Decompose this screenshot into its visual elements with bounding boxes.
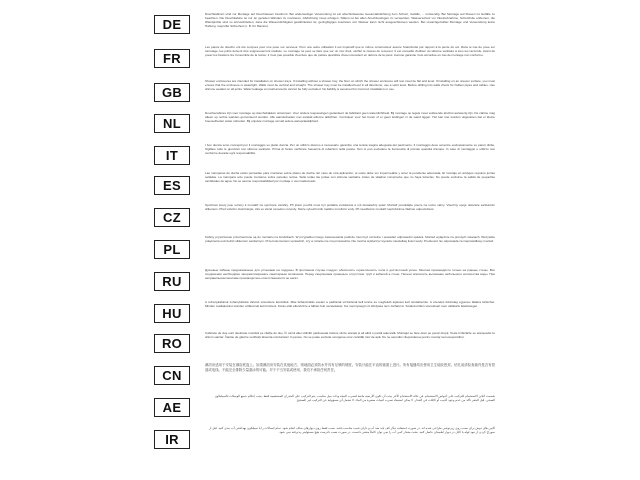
language-badge-gb: GB: [154, 83, 190, 102]
language-text-ru: Душевые кабины предназначены для установки на поддоны. В противном случае следует обеспечить герметичность пола и достаточный уклон. Монтаж производится только на ровные стены. Все соединения необходимо загерметизировать санитарным силиконом. Перед сверлением проверьте отсутствие труб и кабелей в стене. Нельзя исключить вытекание небольшого количества воды. При неправильном монтаже производитель ответственности не несёт.: [205, 268, 495, 281]
language-badge-cz: CZ: [154, 208, 190, 227]
language-badge-hu: HU: [154, 304, 190, 323]
language-text-it: I box doccia sono concepiti per il montaggio su piatto doccia. Per un utilizzo diverso è necessario garantire una tenuta stagna adeguata del pavimento. Il montaggio deve avvenire esclusivamente su pareti diritte. Sigillare tutte le giunzioni con silicone sanitario. Prima di forare verificare l'assenza di tubazioni nella parete. Non si può escludere la fuoriuscita di piccole quantità d'acqua. In caso di montaggio o utilizzo non conforme decade ogni responsabilità.: [205, 143, 495, 156]
language-text-gb: Shower enclosures are intended for installation on shower trays. If installing without a shower tray, the floor on which the shower enclosure will rest must be flat and level. If installing on an uneven surface, you must ensure that the enclosure is watertight. Walls must be vertical and straight. The shower tray must be installed level in all directions; use a spirit level. Before drilling into walls check for hidden pipes and cables. Use silicone sealant on all joints. Water leakage at small amounts cannot be fully excluded. No liability is assumed for incorrect installation or use.: [205, 79, 495, 92]
language-badge-pl: PL: [154, 240, 190, 259]
language-badge-fr: FR: [154, 49, 190, 68]
language-badge-ir: IR: [154, 430, 190, 449]
language-badge-nl: NL: [154, 114, 190, 133]
language-badge-ro: RO: [154, 334, 190, 353]
language-text-cz: Sprchové kouty jsou určeny k montáži na sprchové vaničky. Při jiném použití musí být podlaha vodotěsná a mít dostatečný spád. Montáž provádějte pouze na rovné stěny. Všechny spoje utěsněte sanitárním silikonem. Před vrtáním zkontrolujte, zda ve stěně nevedou rozvody. Nelze vyloučit únik malého množství vody. Při neodborné montáži nepřebíráme žádnou odpovědnost.: [205, 203, 495, 212]
language-text-de: Duschkabinen sind zur Montage auf Duschtassen bestimmt. Bei anderweitiger Verwendung ist ein abschnittsweise Gesamtabdichtung zum Schutz, Gefälle, ... notwendig. Bei Montage auf Fliesen ist Gefälle zu beachten. Die Duschkabine ist nur an geraden Wänden zu montieren, Abdichtung muss erfolgen, Silikon ist bei allen Anschlussfugen zu verwenden. Wasserschutz vor Inbetriebnahme, Schutzfolie entfernen, die Wandprofile sind so anzuschließen, dass die Wasserdichtigkeit gewährleistet ist; geringfügiges Austreten von Wasser kann nicht ausgeschlossen werden. Bei unsachgemäßer Montage und Verwendung keine Haftung. Geprüfte Sicherheit (z. B. für Mantos).: [205, 12, 495, 29]
language-badge-de: DE: [154, 15, 190, 34]
language-badge-ae: AE: [154, 398, 190, 417]
language-text-es: Las mamparas de ducha están pensadas para montarse sobre platos de ducha. En caso de otra aplicación, el suelo debe ser impermeable y tener la pendiente adecuada. El montaje en azulejos requiere juntas selladas. La mampara solo puede montarse sobre paredes rectas. Selle todas las juntas con silicona sanitaria. Antes de taladrar compruebe que no haya tuberías. No puede excluirse la salida de pequeñas cantidades de agua. No se asume responsabilidad por montaje o uso inadecuado.: [205, 171, 495, 184]
language-badge-es: ES: [154, 176, 190, 195]
language-text-hu: A zuhanykabinok zuhanytálcára történő szerelésre készültek. Más felhasználás esetén a padlónak vízzárónak kell lennie és megfelelő lejtéssel kell rendelkeznie. A szerelés kizárólag egyenes falakra történhet. Minden csatlakozást szaniter szilikonnal kell tömíteni. Fúrás előtt ellenőrizze a falban futó vezetékeket. Kis mennyiségű víz kifolyása nem zárható ki. Szakszerűtlen szerelésért nem vállalunk felelősséget.: [205, 300, 495, 309]
language-text-ir: کابین های دوش برای نصب روی زیردوشی طراحی شده اند. در صورت استفاده دیگر کف باید ضد آب و دارای شیب مناسب باشد. نصب فقط روی دیوارهای صاف انجام شود. تمام اتصالات را با سیلیکون بهداشتی آب بندی کنید. قبل از سوراخ کردن از نبود لوله یا کابل در دیوار اطمینان حاصل کنید. نشت مقدار کمی آب را نمی توان کاملاً منتفی دانست. در صورت نصب نادرست هیچ مسئولیتی پذیرفته نمی شود.: [209, 426, 495, 435]
language-text-cn: 淋浴房适用于安装在淋浴底盘上。如果淋浴房安装在其他地方，则地面必须防水并具有足够的坡度。安装只能在平直的墙面上进行。所有接缝均应使用卫生硅胶密封。钻孔前请检查墙内是否有管道或电线。不能完全排除少量漏水的可能。对于不当安装或使用，我们不承担任何责任。: [205, 363, 495, 372]
language-text-pl: Kabiny prysznicowe przeznaczone są do montażu na brodzikach. W przypadku innego zastosowania podłoże musi być szczelne i posiadać odpowiedni spadek. Montaż wyłącznie na prostych ścianach. Wszystkie połączenia uszczelnić silikonem sanitarnym. Przed wierceniem sprawdzić, czy w ścianie nie ma przewodów. Nie można wykluczyć wycieku niewielkiej ilości wody. Producent nie odpowiada za nieprawidłowy montaż.: [205, 235, 495, 244]
language-text-ae: صُممت كبائن الاستحمام للتركيب على أحواض الاستحمام. في حالة الاستخدام الآخر يجب أن تكون الأرضية مانعة لتسرب المياه وذات ميل مناسب. يتم التركيب على الجدران المستقيمة فقط. يجب إحكام جميع الوصلات بالسيليكون الصحي. قبل الحفر تأكد من عدم وجود أنابيب أو كابلات في الجدار. لا يمكن استبعاد تسرب كميات صغيرة من الماء. لا نتحمل أي مسؤولية عن التركيب غير الصحيح.: [214, 394, 495, 403]
language-badge-it: IT: [154, 146, 190, 165]
language-text-nl: Douchecabines zijn voor montage op douchebakken ontworpen. Voor andere toepassingen garandeert de fabrikant geen waterdichtheid. Bij montage op tegels moet voldoende afschot aanwezig zijn. De cabine mag alleen op rechte wanden gemonteerd worden. Alle aansluitnaden met sanitair-silicone afdichten. Controleer voor het boren of er geen leidingen in de wand liggen. Het kan niet worden uitgesloten dat er kleine hoeveelheden water uittreden. Bij onjuiste montage vervalt iedere aansprakelijkheid.: [205, 111, 495, 124]
language-badge-ru: RU: [154, 272, 190, 291]
language-badge-cn: CN: [154, 366, 190, 385]
language-text-fr: Les parois de douche ont été conçues pour une pose sur receveur. Pour une autre utilisation il est impératif que le même constructeur assure l'étanchéité par rapport à la pente du sol. Dans le cas de pose sur carrelage, les joints doivent être soigneusement réalisés. Le montage ne peut se faire que sur un mur droit, vérifier le niveau du receveur. Il est conseillé d'utiliser du silicone sanitaire à tous les raccords. Avant de poser les fixations lire l'ensemble de la notice; il n'est pas possible d'exclure que de petites quantités d'eau s'écoulent en dehors de la paroi. Aucune garantie n'est accordée en cas de montage non conforme.: [205, 45, 495, 58]
language-text-ro: Cabinele de duș sunt destinate montării pe cădițe de duș. În cazul altei utilizări pardoseala trebuie să fie etanșă și să aibă o pantă adecvată. Montajul se face doar pe pereți drepți. Toate îmbinările se etanșează cu silicon sanitar. Înainte de găurire verificați absența conductelor în perete. Nu se poate exclude scurgerea unor cantități mici de apă. Nu ne asumăm răspunderea pentru montaj necorespunzător.: [205, 331, 495, 340]
